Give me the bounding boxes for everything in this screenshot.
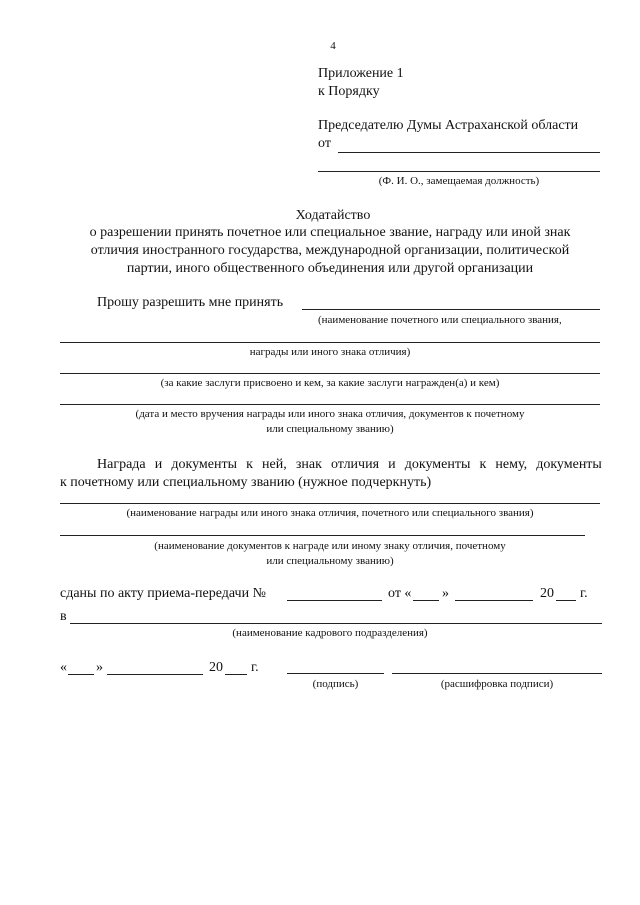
handover-year-prefix: 20 [540,586,554,601]
sign-quote-open: « [60,660,67,675]
documents-paragraph-line-1 [97,457,602,473]
from-label: от [318,136,331,151]
page-number: 4 [330,40,336,52]
request-lead: Прошу разрешить мне принять [97,295,284,310]
word: Награда [97,457,146,472]
request-caption-1: (наименование почетного или специального звания, [318,314,562,326]
word: и [388,457,396,472]
title-line-2: отличия иностранного государства, международной организации, политической [90,243,570,258]
title-line-1: о разрешении принять почетное или специальное звание, награду или иной знак [89,225,571,240]
request-line-2[interactable] [60,342,600,343]
documents-caption-6b: или специальному званию) [266,555,394,567]
sign-quote-close: » [96,660,103,675]
word: ней, [262,457,287,472]
from-caption: (Ф. И. О., замещаемая должность) [378,175,540,187]
request-caption-4b: или специальному званию) [266,423,394,435]
order-label: к Порядку [318,84,380,99]
handover-day-field[interactable] [413,600,439,601]
handover-caption-7: (наименование кадрового подразделения) [232,627,428,639]
hr-department-field[interactable] [70,623,602,624]
signature-field[interactable] [287,673,384,674]
documents-line-2[interactable] [60,535,585,536]
word: знак [295,457,322,472]
documents-caption-5: (наименование награды или иного знака отличия, почетного или специального звания) [126,507,534,519]
handover-from: от « [388,586,412,601]
from-line-1[interactable] [338,152,600,153]
documents-paragraph-line-2: к почетному или специальному званию (нужное подчеркнуть) [60,475,432,490]
word: к [246,457,253,472]
signature-decode-field[interactable] [392,673,602,674]
act-number-field[interactable] [287,600,382,601]
sign-year-field[interactable] [225,674,247,675]
sign-day-field[interactable] [68,674,94,675]
handover-year-suffix: г. [580,586,588,601]
sign-year-prefix: 20 [209,660,223,675]
request-line-3[interactable] [60,373,600,374]
from-line-2[interactable] [318,171,600,172]
request-caption-4a: (дата и место вручения награды или иного знака отличия, документов к почетному [135,408,525,420]
title-line-3: партии, иного общественного объединения или другой организации [126,261,534,276]
documents-line-1[interactable] [60,503,600,504]
request-line-4[interactable] [60,404,600,405]
word: нему, [495,457,528,472]
signature-caption: (подпись) [312,678,359,690]
sign-year-suffix: г. [251,660,259,675]
signature-decode-caption: (расшифровка подписи) [440,678,554,690]
document-title: Ходатайство [295,208,371,223]
handover-in-label: в [60,609,67,624]
documents-caption-6a: (наименование документов к награде или иному знаку отличия, почетному [154,540,506,552]
appendix-label: Приложение 1 [318,66,404,81]
request-caption-3: (за какие заслуги присвоено и кем, за какие заслуги награжден(а) и кем) [160,377,500,389]
handover-month-field[interactable] [455,600,533,601]
word: и [154,457,163,472]
word: документы [536,457,602,472]
word: отличия [330,457,380,472]
handover-label: сданы по акту приема-передачи № [60,586,266,601]
sign-month-field[interactable] [107,674,203,675]
addressee: Председателю Думы Астраханской области [318,118,579,133]
word: документы [171,457,237,472]
word: к [479,457,487,472]
request-line-1[interactable] [302,309,600,310]
request-caption-2: награды или иного знака отличия) [249,346,411,358]
handover-year-field[interactable] [556,600,576,601]
word: документы [404,457,471,472]
handover-quote-close: » [442,586,449,601]
